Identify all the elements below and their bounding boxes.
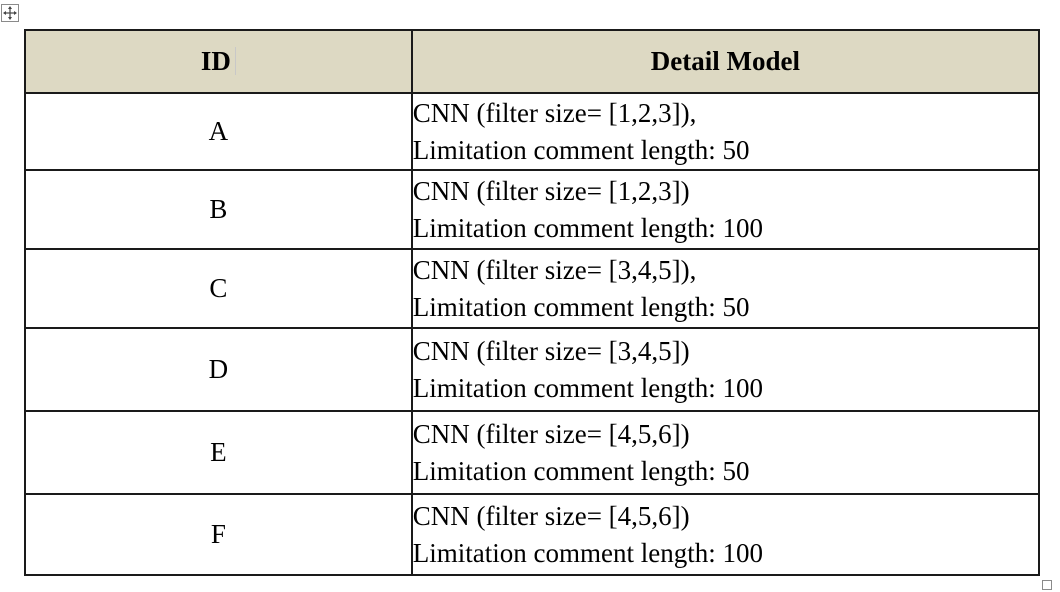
header-detail-model: Detail Model — [412, 30, 1039, 93]
detail-line: Limitation comment length: 100 — [412, 372, 763, 403]
table-row — [25, 494, 1039, 575]
detail-line: Limitation comment length: 100 — [412, 212, 763, 243]
id-cell: E — [25, 411, 412, 494]
id-cell: F — [25, 494, 412, 575]
detail-cell — [412, 328, 1039, 411]
detail-line: CNN (filter size= [1,2,3]) — [412, 175, 690, 206]
table-row — [25, 170, 1039, 249]
id-cell: A — [25, 93, 412, 170]
detail-cell — [412, 249, 1039, 328]
detail-cell — [412, 411, 1039, 494]
id-cell: C — [25, 249, 412, 328]
detail-line: Limitation comment length: 100 — [412, 537, 763, 568]
table-move-handle-icon[interactable] — [1, 4, 19, 22]
detail-cell — [412, 494, 1039, 575]
detail-cell — [412, 93, 1039, 170]
table-row — [25, 93, 1039, 170]
detail-line: CNN (filter size= [3,4,5]), — [412, 254, 697, 285]
detail-line: Limitation comment length: 50 — [412, 134, 750, 165]
detail-line: Limitation comment length: 50 — [412, 291, 750, 322]
header-row — [25, 30, 1039, 93]
detail-line: CNN (filter size= [4,5,6]) — [412, 418, 690, 449]
detail-cell — [412, 170, 1039, 249]
detail-line: CNN (filter size= [4,5,6]) — [412, 500, 690, 531]
id-cell: D — [25, 328, 412, 411]
id-cell: B — [25, 170, 412, 249]
table-row — [25, 249, 1039, 328]
header-id: ID — [25, 30, 412, 93]
model-table — [24, 29, 1040, 576]
detail-line: CNN (filter size= [1,2,3]), — [412, 97, 697, 128]
table-row — [25, 328, 1039, 411]
table-resize-handle-icon[interactable] — [1042, 580, 1052, 590]
text-cursor — [235, 47, 236, 75]
detail-line: Limitation comment length: 50 — [412, 455, 750, 486]
detail-line: CNN (filter size= [3,4,5]) — [412, 335, 690, 366]
table-row — [25, 411, 1039, 494]
